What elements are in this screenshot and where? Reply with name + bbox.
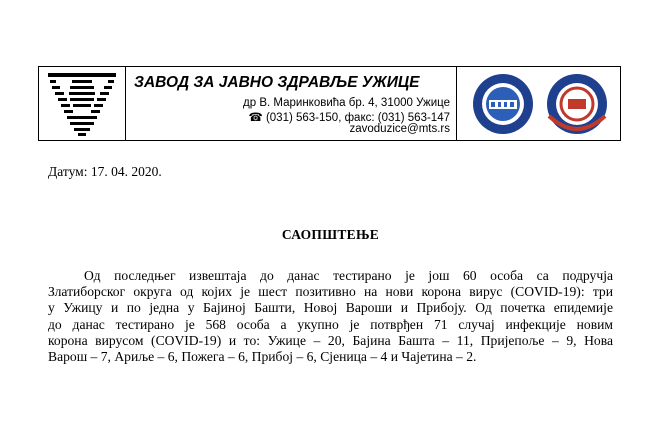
org-phone: (031) 563-150, факс: (031) 563-147 [265,112,450,124]
paragraph-line: корона вирусом (COVID-19) и то: Ужице – 20, Бајина Башта – 11, Пријепоље – 9, Нова [48,332,613,348]
iqnet-certificate-icon [471,72,535,136]
paragraph-line: до данас тестирано је 568 особа а укупно је потврђен 71 случај инфекције новим [48,316,613,332]
logo-cell [39,67,126,140]
phone-icon: ☎ [248,112,266,124]
org-email: zavoduzice@mts.rs [349,123,450,135]
document-title: САОПШТЕЊЕ [281,227,380,242]
letterhead [38,66,621,141]
document-date: Датум: 17. 04. 2020. [48,164,162,179]
paragraph-line: Од последњег извештаја до данас тестирано је још 60 особа са подручја [84,268,613,283]
quality-certificate-icon [545,72,609,136]
certificates-cell [456,67,620,140]
announcement-paragraph [48,268,613,365]
paragraph-line: Варош – 7, Ариље – 6, Пожега – 6, Прибој – 6, Сјеница – 4 и Чајетина – 2. [48,349,477,365]
paragraph-line: у Ужицу и по једна у Бајиној Башти, Новој Вароши и Прибоју. Од почетка епидемије [48,300,613,316]
org-name: ЗАВОД ЗА ЈАВНО ЗДРАВЉЕ УЖИЦЕ [134,74,420,91]
org-phone-line [248,110,450,124]
institute-logo-icon [46,71,118,137]
paragraph-line: Златиборског округа од којих је шест позитивно на нови корона вирус (COVID-19): три [48,284,613,300]
org-address: др В. Маринковића бр. 4, 31000 Ужице [243,97,450,109]
org-info [126,67,456,140]
